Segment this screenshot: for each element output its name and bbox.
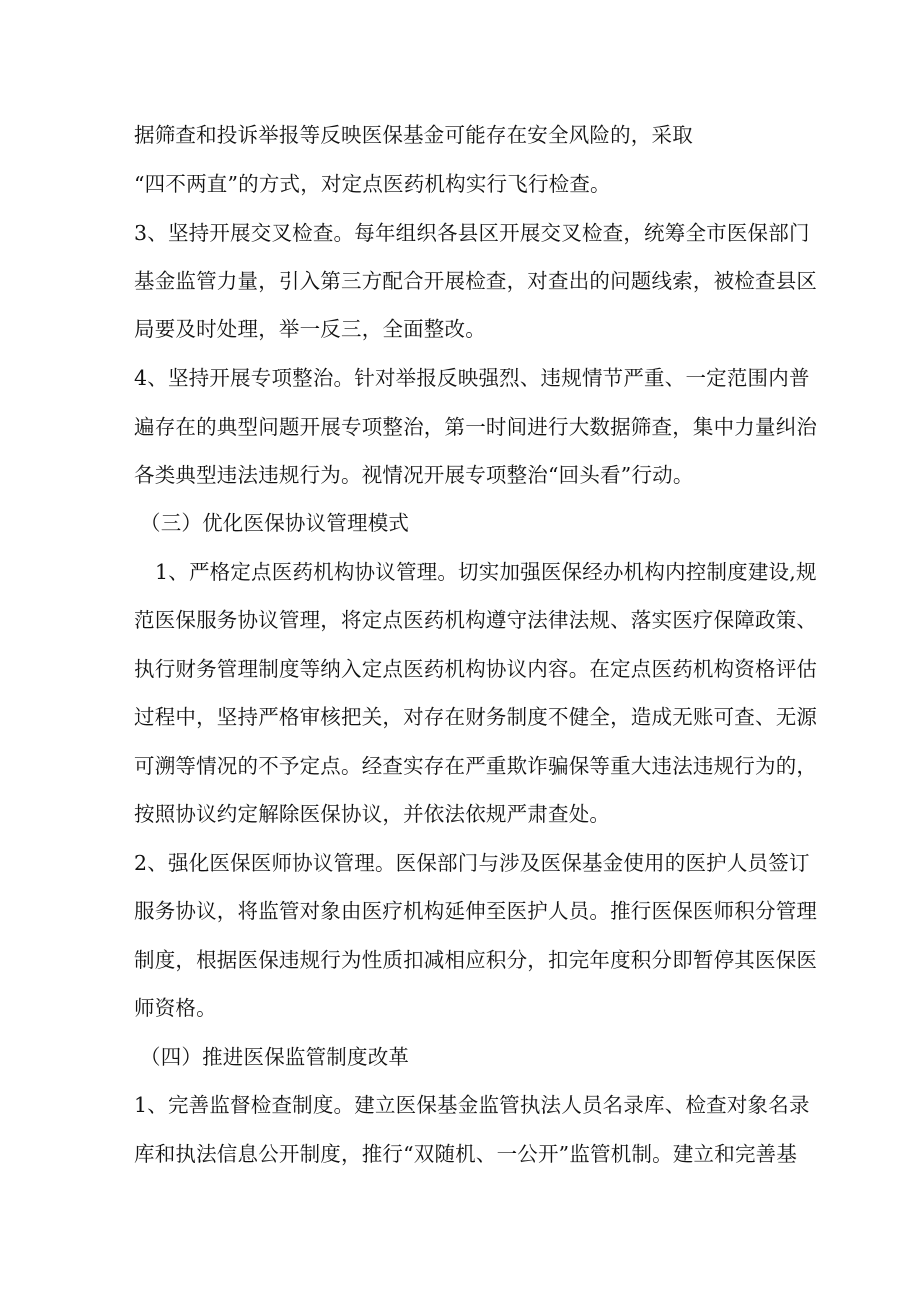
text-line: 按照协议约定解除医保协议，并依法依规严肃查处。	[134, 802, 611, 826]
text-line: 师资格。	[134, 996, 217, 1020]
text-line: 可溯等情况的不予定点。经查实存在严重欺诈骗保等重大违法违规行为的，	[134, 754, 818, 778]
text-line: 4、坚持开展专项整治。针对举报反映强烈、违规情节严重、一定范围内普	[134, 366, 810, 390]
text-line: 据筛查和投诉举报等反映医保基金可能存在安全风险的，采取	[134, 123, 693, 147]
text-line: 各类典型违法违规行为。视情况开展专项整治“回头看”行动。	[134, 463, 694, 487]
text-line: 执行财务管理制度等纳入定点医药机构协议内容。在定点医药机构资格评估	[134, 657, 818, 681]
text-line: 1、完善监督检查制度。建立医保基金监管执法人员名录库、检查对象名录	[134, 1093, 810, 1117]
text-line: 制度，根据医保违规行为性质扣减相应积分，扣完年度积分即暂停其医保医	[134, 948, 818, 972]
text-line: 过程中，坚持严格审核把关，对存在财务制度不健全，造成无账可查、无源	[134, 705, 818, 729]
text-line: 库和执法信息公开制度，推行“双随机、一公开”监管机制。建立和完善基	[134, 1142, 798, 1166]
text-line: 1、严格定点医药机构协议管理。切实加强医保经办机构内控制度建设,规	[155, 560, 817, 584]
text-line: “四不两直”的方式，对定点医药机构实行飞行检查。	[134, 172, 611, 196]
text-line: 范医保服务协议管理，将定点医药机构遵守法律法规、落实医疗保障政策、	[134, 608, 818, 632]
text-line: 2、强化医保医师协议管理。医保部门与涉及医保基金使用的医护人员签订	[134, 851, 810, 875]
text-line: 服务协议，将监管对象由医疗机构延伸至医护人员。推行医保医师积分管理	[134, 899, 818, 923]
text-line: 局要及时处理，举一反三，全面整改。	[134, 317, 486, 341]
section-heading: （四）推进医保监管制度改革	[140, 1045, 410, 1069]
text-line: 3、坚持开展交叉检查。每年组织各县区开展交叉检查，统筹全市医保部门	[134, 221, 810, 245]
text-line: 基金监管力量，引入第三方配合开展检查，对查出的问题线索，被检查县区	[134, 269, 818, 293]
text-line: 遍存在的典型问题开展专项整治，第一时间进行大数据筛查，集中力量纠治	[134, 415, 818, 439]
section-heading: （三）优化医保协议管理模式	[140, 511, 410, 535]
